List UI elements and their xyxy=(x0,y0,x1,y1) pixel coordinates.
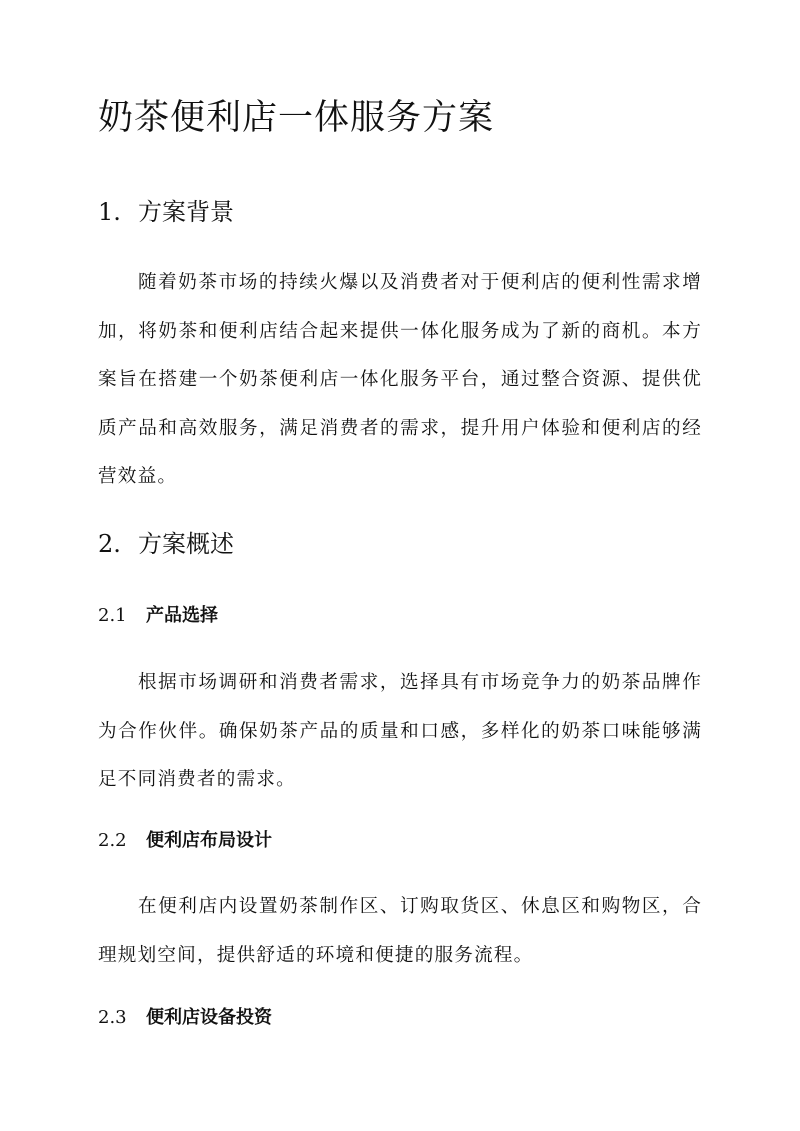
background-paragraph: 随着奶茶市场的持续火爆以及消费者对于便利店的便利性需求增加，将奶茶和便利店结合起来提供一体化服务成为了新的商机。本方案旨在搭建一个奶茶便利店一体化服务平台，通过整合资源、提供优质产品和高效服务，满足消费者的需求，提升用户体验和便利店的经营效益。 xyxy=(98,272,702,488)
section-number: 2. xyxy=(98,530,121,558)
subsection-title: 便利店设备投资 xyxy=(146,1007,272,1028)
document-title: 奶茶便利店一体服务方案 xyxy=(98,98,495,138)
subsection-number: 2.1 xyxy=(98,605,127,626)
section-number: 1. xyxy=(98,198,121,226)
subsection-heading-layout-design xyxy=(98,827,272,855)
subsection-title: 便利店布局设计 xyxy=(146,830,272,851)
section-title: 方案背景 xyxy=(138,198,234,226)
subsection-number: 2.2 xyxy=(98,830,127,851)
section-heading-background xyxy=(98,195,234,229)
section-heading-overview xyxy=(98,527,234,561)
subsection-heading-product-selection xyxy=(98,602,218,630)
subsection-heading-equipment-investment xyxy=(98,1004,272,1032)
layout-design-paragraph: 在便利店内设置奶茶制作区、订购取货区、休息区和购物区，合理规划空间，提供舒适的环境和便捷的服务流程。 xyxy=(98,896,702,966)
subsection-number: 2.3 xyxy=(98,1007,127,1028)
subsection-title: 产品选择 xyxy=(146,605,218,626)
product-selection-paragraph: 根据市场调研和消费者需求，选择具有市场竞争力的奶茶品牌作为合作伙伴。确保奶茶产品的质量和口感，多样化的奶茶口味能够满足不同消费者的需求。 xyxy=(98,672,702,791)
section-title: 方案概述 xyxy=(138,530,234,558)
